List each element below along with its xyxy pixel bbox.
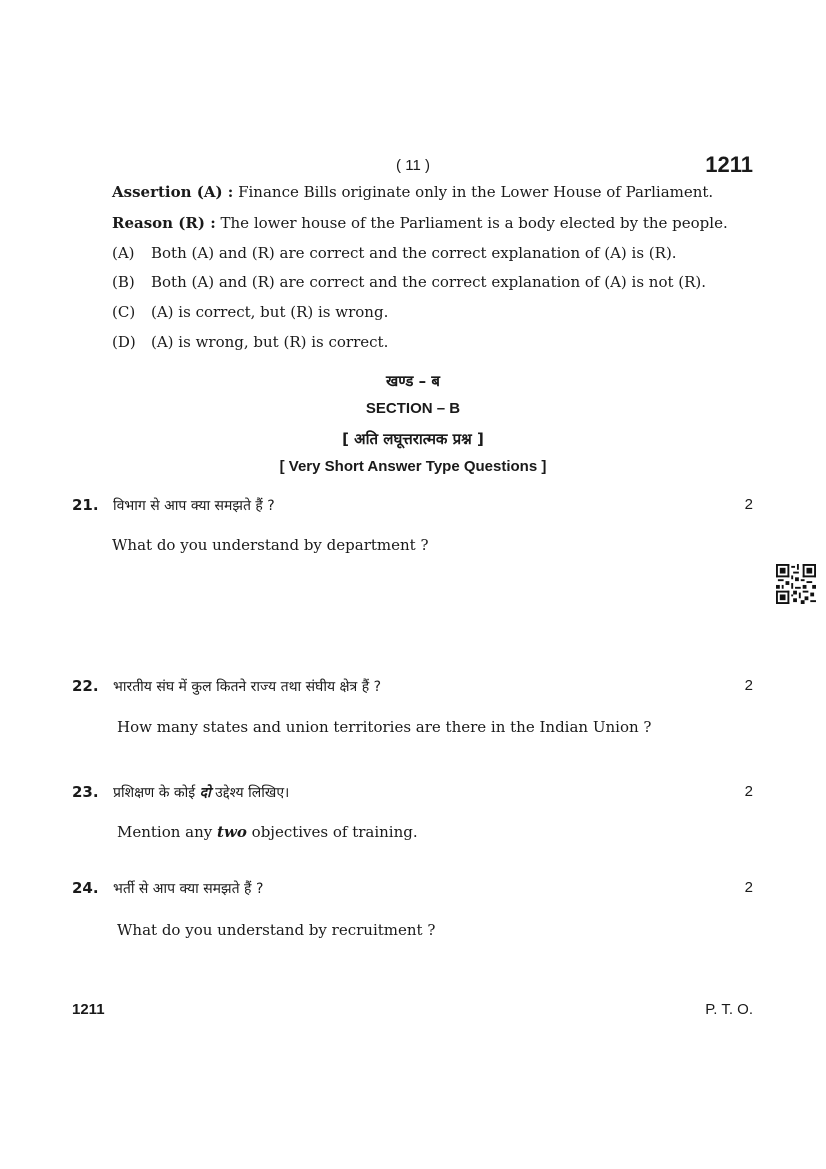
reason-label: Reason (R) : xyxy=(112,214,216,232)
question-23-english-pre: Mention any xyxy=(117,823,218,841)
paper-code-footer: 1211 xyxy=(72,1001,105,1018)
please-turn-over: P. T. O. xyxy=(705,1001,753,1018)
question-22-hindi: भारतीय संघ में कुल कितने राज्य तथा संघीय क्षेत्र हैं ? xyxy=(113,679,382,695)
reason-statement xyxy=(112,214,728,232)
question-21-hindi: विभाग से आप क्या समझते हैं ? xyxy=(113,498,275,514)
question-24-marks: 2 xyxy=(744,879,753,896)
question-23-hindi-emphasis: दो xyxy=(199,785,211,801)
question-23-english-emphasis: two xyxy=(217,823,247,841)
question-type-english: [ Very Short Answer Type Questions ] xyxy=(279,458,547,475)
option-c-letter: (C) xyxy=(112,303,136,321)
question-23-hindi xyxy=(113,783,289,802)
question-23-english-post: objectives of training. xyxy=(246,823,418,841)
question-23-hindi-post: उद्देश्य लिखिए। xyxy=(210,785,290,801)
section-title-english: SECTION – B xyxy=(365,400,461,417)
question-23-hindi-pre: प्रशिक्षण के कोई xyxy=(113,785,200,801)
paper-code-header: 1211 xyxy=(705,152,753,177)
page-number: ( 11 ) xyxy=(396,157,430,174)
section-title-hindi: खण्ड – ब xyxy=(386,372,440,390)
question-24-number: 24. xyxy=(72,879,99,897)
question-24-hindi: भर्ती से आप क्या समझते हैं ? xyxy=(113,881,264,897)
question-21-english: What do you understand by department ? xyxy=(112,536,429,554)
question-23-number: 23. xyxy=(72,783,99,801)
option-a-letter: (A) xyxy=(112,244,135,262)
option-d-text: (A) is wrong, but (R) is correct. xyxy=(151,333,389,351)
question-22-marks: 2 xyxy=(744,677,753,694)
question-24-english: What do you understand by recruitment ? xyxy=(117,921,436,939)
option-d-letter: (D) xyxy=(112,333,136,351)
option-b-text: Both (A) and (R) are correct and the correct explanation of (A) is not (R). xyxy=(151,273,707,291)
assertion-label: Assertion (A) : xyxy=(112,183,234,201)
assertion-text: Finance Bills originate only in the Lower House of Parliament. xyxy=(233,183,714,201)
option-b-letter: (B) xyxy=(112,273,135,291)
assertion-statement xyxy=(112,183,713,201)
question-22-english: How many states and union territories are there in the Indian Union ? xyxy=(117,718,652,736)
question-23-english xyxy=(117,823,418,841)
qr-code-icon xyxy=(776,564,816,604)
reason-text: The lower house of the Parliament is a body elected by the people. xyxy=(215,214,728,232)
option-c-text: (A) is correct, but (R) is wrong. xyxy=(151,303,389,321)
question-21-number: 21. xyxy=(72,496,99,514)
question-type-hindi: [ अति लघूत्तरात्मक प्रश्न ] xyxy=(342,430,484,448)
question-22-number: 22. xyxy=(72,677,99,695)
question-21-marks: 2 xyxy=(744,496,753,513)
option-a-text: Both (A) and (R) are correct and the correct explanation of (A) is (R). xyxy=(151,244,677,262)
question-23-marks: 2 xyxy=(744,783,753,800)
